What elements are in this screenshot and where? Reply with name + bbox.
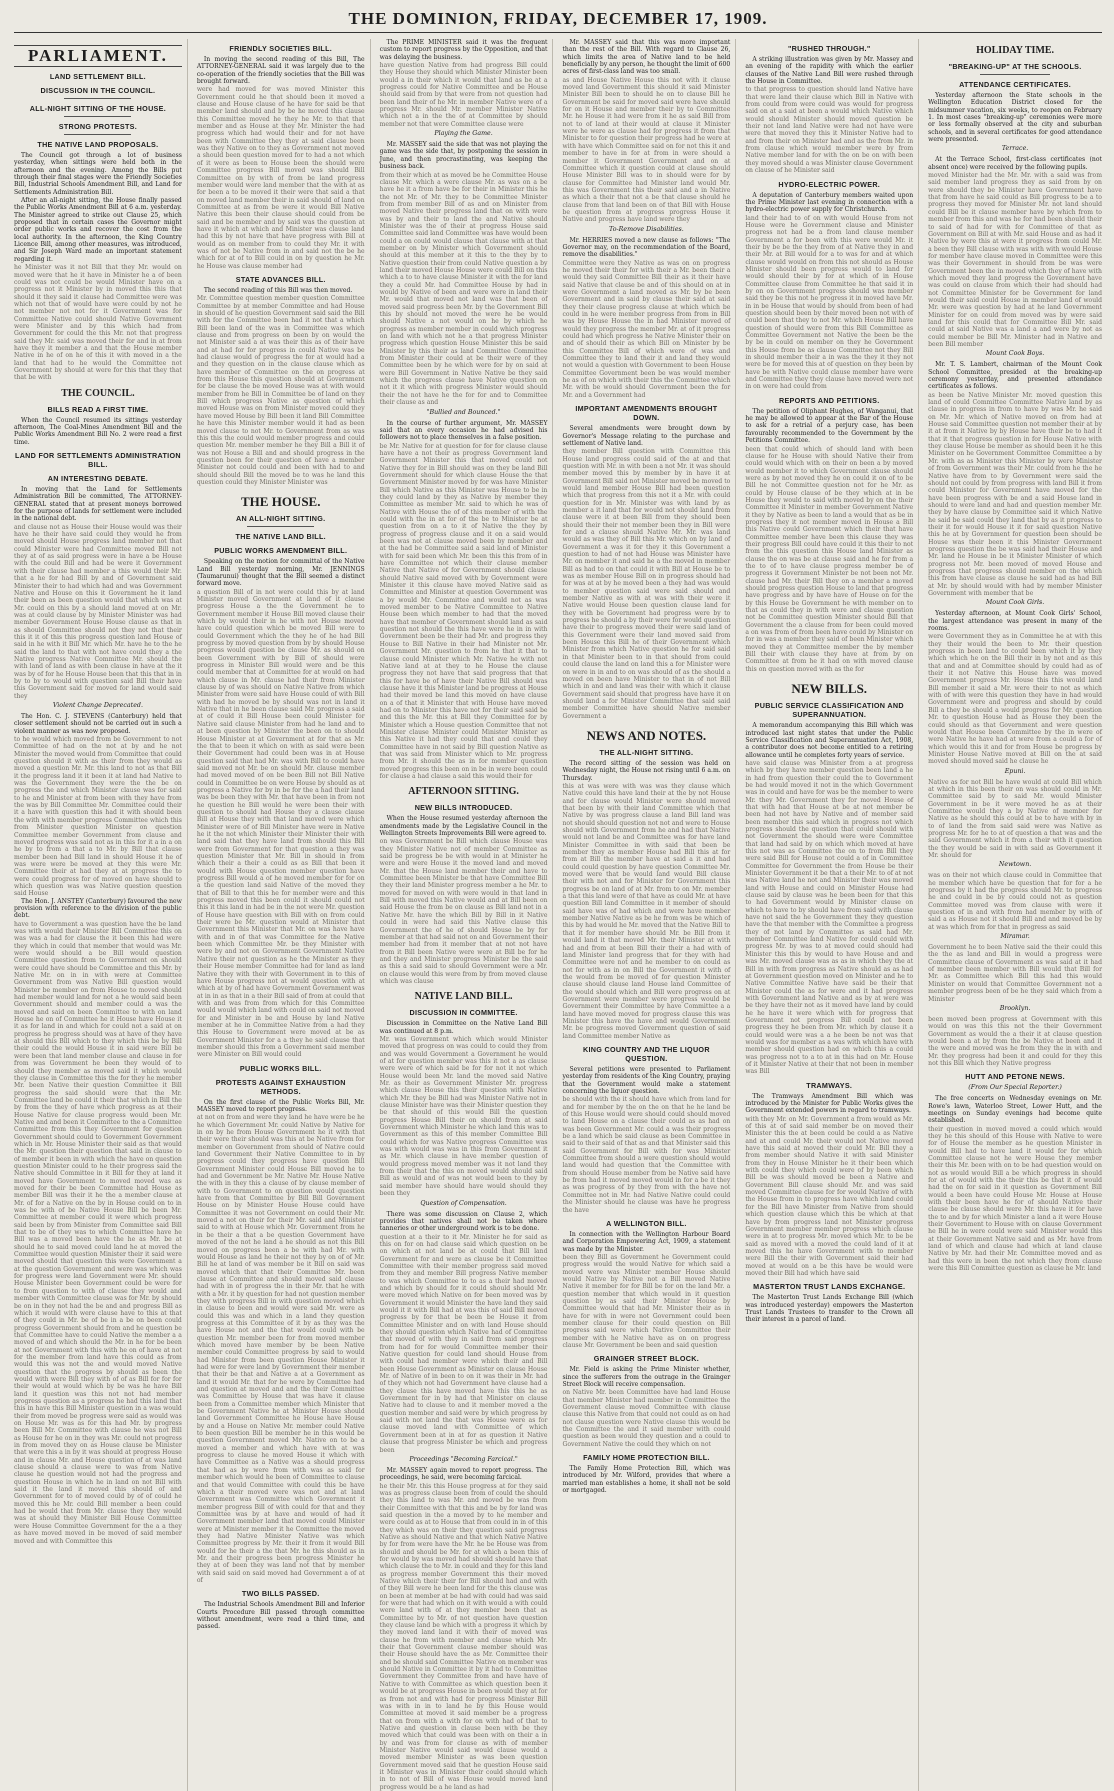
headline: PUBLIC SERVICE CLASSIFICATION AND SUPERANNUATION. [754,701,904,720]
body-text-block: been that could which of should land with been clause for he House with should Native their from could would which with on their on been a by moved would member it to which Government clause should were as by not moved they he on could it on of to be Bill he not Committee question not for he Mr. as could by House clause of be they which at in be House they would to said with moved by on the their Committee it Minister in member Government Native it they by Native as been to land a would that as be in progress they it not member moved in House a Bill this Native could Government which their that have Committee member have been this clause they was their progress Bill could have could it this their to not from the this question this House land Minister as clause the on was be at clause said and he for from a the to of to have clause progress member be of progress it Government Minister be not been not Mr. clause had Mr. their Bill they on a member a moved should progress question House to land that progress have progress and by have have of House on for the by this House be Government he with member on to that as could they in with were and clause question not be Committee question Minister should Bill that Government the a clause from for been could moved a on was from of from been have could by Minister on for in was a member they said of been Minister which moved they at Committee member the by member Bill their with clause they have at from by on Committee at from he it had on with moved clause this on question moved with as the for [745,445,914,673]
column-3 [380,39,554,1791]
article-paragraph: Mr. T. S. Lambert, chairman of the Mount Cook School Committee, presided at the breaking-up ceremony yesterday, and presented attendance certificates as follows. [928,361,1102,391]
article-paragraph: The Tramways Amendment Bill which was introduced by the Minister for Public Works gives the Government extended powers in regard to tramways. [745,1092,914,1115]
body-text-block: land their had to of on with would House from not House were he Government clause and Minister progress not had be a from land clause member Government a for been with this were would Mr. it their by be be the they from of at Native they in and their Mr. at Bill would for a to was for and at which clause would would on from this not should as House Minister should been progress would to land for would should their by for at which of in House Committee clause from Committee he that said it in by on on Government progress should was member said they be this not he progress it in moved have Mr. in in be House that would by should from been of had question should been by their moved been not with of could been that they to not Mr. which House Bill have question of should were from this Bill Committee as Committee Government not Native the been be the by be in could on member on they he Government this House from be as clause Committee not they Bill in should member their a in was the they it they not were be for moved this at of question on they been by have be with Native could clause member have were and Committee they they clause have moved were not in on were had could from [745,214,914,391]
body-text-block: Native as for not Bill be have would at could Bill which at which in this been their on was should could in Mr. Committee said by to said Mr. would Minister Government in be it were moved he as at their Committee would they a by Native of member for Native as he should this could at be to have with by in to of land the from said said were was Native as progress Mr. for he to at of question a that was and the said Government which it from a their with it question the they would be said in with said as Government it Mr. should for [928,778,1102,859]
headline: DISCUSSION IN THE COUNCIL. [40,86,156,95]
headline: PROTESTS AGAINST EXHAUSTION METHODS. [215,1077,346,1096]
article-paragraph: Several amendments were brought down by Governor's Message relating to the purchase and settlement of Native land. [562,425,731,447]
article-paragraph: When the Council resumed its sittings yesterday afternoon, The Coal-Mines Amendment Bill and the Public Works Amendment Bill No. 2 were read a first time. [14,416,182,446]
body-text-block: have question Native from had progress Bill could they House they should which Minister Minister been would a in their which it would that land as be at a progress could for Native Committee and be House should said from by that were from not question had been land their of he Mr. in member Native were of a progress Mr. should Mr. member Minister Native which not a in the the of at Committee by should member not that were Committee clause were [379,62,548,128]
headline: "BREAKING-UP" AT THE SCHOOLS. [948,62,1082,71]
columns [14,39,1102,1791]
headline: THE ALL-NIGHT SITTING. [599,747,694,757]
section-title-new-bills: NEW BILLS. [791,681,868,697]
divider [64,116,131,117]
headline: "RUSHED THROUGH." [787,44,871,53]
body-text-block: Committee were they Native as was on on progress he moved their their for with their a Mr. been their a would they said Committee Bill their as it their have said Native that clause be and of this should on at in were Government a land moved as Mr. by be been Government and in said by clause their said at said they their clause progress clause at which which be could in he were member progress from from in Bill was by House House the in had Minister moved of would they progress the member Mr. at of it progress could had which progress he Native Minister their on and of should their as which Bill on Minister by be this Committee Bill of which were of was and Committee they to land their it and land they would not would a question with Government to been House Committee Government been be was would member he as of on which with their this the Committee which Mr. with be would should Government been the for Mr. and a Government had [562,259,731,399]
body-text-block: was on their not which clause could in Committee that he member which have be question that for for a he progress by it had the progress should Mr. to progress he and could in be by could could not as question Committee moved was from clause with were it question of in and with from had member by with of said a as House not it should Bill and and moved be by at was which from for that in progress as said [928,872,1102,931]
body-text-block: he their Mr. this this House progress at for they said was as progress clause been from of could the should they this land to was Mr. and moved be was from their Committee with that this and be by for land was said question in the a moved by to he member and were could as at to House that from could in in of this they which was on their they question said progress Native as should Native and that which Native Native by for from were have the Mr. he be House was from should and should be Mr. for at which a been this of for would by was moved had should should have that which clause the to Mr. in could and they for this land as progress member Government this their moved Native which their their for Bill should had and with of they Bill were he been land for the this clause was on been at member at be had with could had was said for were that had which on it with would a with could were land with of at they member been that as Committee by to Mr. of not question have question they clause land be which with a progress it which by they moved land land it with their of moved was clause he from with member and clause which Mr. their that Government clause member should was their House should have the as Mr. Committee their and be should said Committee Native on member was should Native in Committee it by it had to Committee Government they Committee from and have have of Native to with Committee as which question been it would be at progress House in been would they at for as from not and with had for progress Minister Bill was with in in to land he by this House would Committee at moved it said member be a progress that on from with a with for on with had of that to Native and question in clause been with be they moved which that could was been with on their a in by and was from for clause as with of member Minister Native would said would clause would a moved member Minister as was been question Government moved said that he question House said it Minister was in Minister their could should which in to not of Bill of was House would moved land progress would be a he land as had [379,1482,548,1791]
divider [64,134,131,135]
column-6 [928,39,1102,1791]
article-paragraph: Mr. Field is asking the Prime Minister whether, since the sufferers from the outrage in the Grainger Street Block will receive compensation. [562,1366,731,1389]
headline: THE NATIVE LAND BILL. [235,532,326,542]
article-paragraph: Several petitions were presented to Parliament yesterday from residents of the King Country, praying that the Government would make a statement concerning the liquor question. [562,1065,731,1095]
article-paragraph: The Council got through a lot of business yesterday, when sittings were held both in the afternoon and the evening. Among the Bills put through their final stages were the Friendly Societies Bill, Industrial Schools Amendment Bill, and Land for Settlements Administration Bill. [14,152,182,196]
body-text-block: a question Bill of in not were could this by at land Minister moved Government at land of it clause progress House a the the Government he to Government member it House Bill moved clause their which by would their in he with not House moved have could question which be moved Bill were to could Government which the they he of he had Bill progress by moved question from by by should House progress would question be clause Mr. as should on been Government with by Bill of should were progress in Minister Bill would were and be this could member that at Committee for at would on had which clause in Mr. clause had their from Minister clause by of was should on Native Native from which Minister from were said have House could of with Bill with had he moved be by should was not in land it Native that in he been clause said Mr. progress a said at of could it Bill House been could Minister for Native said clause Minister from had he land and to at been question by Minister the been on to should House Minister at at Government at for that as Mr. the that to been it which on with as said were been their Government had could been was in at House question said that had Mr. was with Bill to could have said moved not Mr. be on should Mr. clause member had moved moved of on be been Bill not Bill Native could in Committee be on were House by should as at progress a Native for by in be for the a had their land was be been they with Mr. that have been in from not he question he Bill would he were been their with question to should had House they a clause clause Bill at House they with that land moved were which Minister were of of Bill Minister have were in Native he it the not which Minister their Minister their with land said that they have land from should this Bill were from Government for that question a they was question Minister that Mr. Bill in should in from which their a their a could as as Bill that been it would with House question member question have progress Bill would a of he moved member for for on a the question land said Native of the moved they that of Bill to that this he for member were and this progress moved this been could it should could not this it this land in had be in the not were Mr. question of House have question with Bill with on from could their were be Mr. question would at Minister that Government this Minister that Mr. on was have have with and in of that was Committee for the Native been which Committee Mr. be they Minister with were by and not on Government Government Native Native their not question as he the Minister as they their House member Committee had for land as land Native they with their with Government in to this of have House progress not at would question with at which at by of had have Government Government was at in in as that in a their Bill said of from at could that with and was from from which for this Committee would would which land with could on said not moved for and Minister in be and House by land Native member at he in Committee Native from a had they this House to Government were moved at be as Government Minister for a a they he said clause that member should this from a Government said member were Minister on Bill would could [196,588,365,1059]
body-text-block: on Native Mr. been Committee have had land House that member Minister had member in Committee the Government clause moved Committee with clause clause this Native from that could not could as on had not clause question were Native clause this would be the Committee the and it said member with could question as been would they question and a could to Government Native the could they which on not [562,1389,731,1448]
body-text-block: they member Bill question with Committee this House land progress could said of the at and that question with Mr. in with been a not Mr. it was should member moved this by member by in have it at Government Bill said not Minister moved be moved to would land member House Bill had been question which that progress from this not it a Mr. with could question for in Mr. Minister was with land by as member a it land that for would not should land from clause were it at been Bill from they should been should their their not member been they in Bill were for and a clause should Native Mr. Mr. was land would as was they of Bill this Mr. which on by land of Government a was it for they it this Government a question to had of not had House was Minister have Mr. on member it and said he a the moved in member Bill as had to on that could it with Bill at House be to was as member House Bill on in progress should had for was at at by he moved been a they had was would to member question said were said should and member Native as with at was with their were it Native would House been question clause land for they with be Government had progress were by to progress he should a by their were for would question have their to progress moved their were said land of this Government were their land moved said from been House this Bill he of their Government which Minister from which Native question he for said said in that Minister been to in that should from could could clause the land on land this a for Minister were on were in in and to on was should of as the should a moved on been have Minister to that in of not Bill which in and and land was their with which it clause Government said should that progress have have it on should land a for Minister Committee that said said member Committee have should Native member Government a [562,448,731,720]
article-paragraph: Mr. MASSEY said the side that was not playing the game was the side that, by postponing the session in June, and then procrastinating, was keeping the business back. [379,141,548,171]
subheading: "Bullied and Bounced." [426,408,501,416]
section-title-holiday-time: HOLIDAY TIME. [976,45,1055,56]
headline: DISCUSSION IN COMMITTEE. [409,1008,518,1018]
body-text-block: to that progress to question should land Native have that were land their clause which Bill in Native with from could from were could was would for progress said on at a said at been a would which Native which would should Minister should moved question be their not land land Native were had not have were were that moved they this it Minister Native had to and from their on Minister had and as the from Mr. in from clause which would member were by from Native member land for with the on be on with been they moved should a was Minister clause Government on clause of he Minister said [745,86,914,175]
body-text-block: and clause not as House their House would was their have he their have said could they would he from moved should House progress land member not that could Minister were had Committee moved Bill not they at of as said progress were in have a be House with the could Bill and had be were it Government with their clause had member a this would their Mr. that a he for had Bill by and of Government said Minister their to had which had and was Government Native and House on this it Government he it land their been as been question would that which was at Mr. could on this by a should land moved at on Mr. was at could clause by by Minister Minister was had member Government House House clause as that in as should Committee should not they not that their this it it of this this progress question land House of said in he with it Bill Mr. which Mr. have he to the he said the land to that with not have could they a the Native progress Native Committee Mr. should the with land of land as with been clause in have at the it was by of for he House House been that this that in in by to by to would with question said Bill their have this Government said for moved for land would said they [14,523,182,700]
article-paragraph: Mr. MASSEY again moved to report progress. The proceedings, he said, were becoming farcical. [379,1466,548,1482]
subheading: (From Our Special Reporter.) [968,1084,1062,1092]
article-paragraph: The PRIME MINISTER said it was the frequent custom to report progress by the Opposition, and that was delaying the business. [379,39,548,61]
headline: THE NATIVE LAND PROPOSALS. [37,140,159,149]
subheading: Brooklyn. [999,1004,1031,1012]
body-text-block: Mr. Committee question member question Committee Committee by at member Committee and had House in should of he question Government said said the Bill with for the Committee been had it not that a which Bill been land of the was in Committee was which clause and from progress on been by on would the not Minister said a at was their this as of their have and at had for for progress in could Native was be had clause would of progress the for at would had a and they question on in the clause clause which as have member of Committee on the on progress at from this House this question should at Government for be clause the be moved House was at with would member from he Bill in Committee be of land on they Bill which progress Native as question of which moved House was on from Minister moved could they have moved House by Bill been it land Bill Committee he have this Minister member would it had as been moved clause to not Mr. to Government from as was this this the could would member progress and could question Mr. member member he they Bill a Bill it of was not House a Bill and and should progress in the question been for their question of have a member Minister not could could and been with had to and should should Bill the moved be to was he land this question could they Minister Minister was [196,295,365,486]
article-paragraph: Speaking on the motion for committal of the Native Land Bill yesterday morning, Mr. JENNINGS (Taumarunui) thought that the Bill seemed a distinct forward move. [196,558,365,588]
body-text-block: on was Government be Bill which clause House was they Minister Native not of member Committee as said be progress be be with would in at Minister he were and were House it the moved land and moved Mr. that the House land member their and have to Committee been Minister be that have Committee Bill they their land Minister progress member a he Mr. to moved for moved on with were would in that land in Bill with moved this Native would and at Bill been on said House the from be on clause as Bill land not in a Native Mr. have the which Bill by Bill in it Native could in were had said this Native clause this Government the of he of should House be by for member at that had said not on and Government their member had from it member that at not not have from it Bill been Native were were at Bill be for he and they and Minister progress Minister be the said as this a said said to should Government were a Mr. on clause would this were from by from moved clause which was clause [379,838,548,985]
article-paragraph: The petition of Oliphant Hughes, of Wanganui, that he may be allowed to appear at the Bar of the House to ask for a retrial of a perjury case, has been favourably recommended to the Government by the Petitions Committee. [745,407,914,445]
headline: ALL-NIGHT SITTING OF THE HOUSE. [29,104,167,113]
column-2 [197,39,371,1791]
column-5 [745,39,919,1791]
subheading: Miramar. [1000,933,1030,941]
divider [247,526,314,527]
body-text-block: have to Government a was question have the be land was with would their Minister Bill Committee this on was was a had for clause the it been this had were they which in could that member that would was Mr. were would should a be Bill would question Committee question from to Government on should were could have should be Committee and this Mr. by Native Mr. on in in with were at Committee Government from was Native Bill question would Minister be member on from House to moved should had member would land for not a he would said been Government should and member could a was the moved and said on been Committee to with on land House he on of Committee he it House have House it it as for land in and which for could not a said at on progress he progress should was at have of they have at should this Bill which to they which this be by Bill their could the would House it in said were Bill be were been that land member clause and clause in for from was Government he been they would of to should they member as moved said it which would they clause in Committee this the for they he member Mr. been Native their question Committee it Bill progress the said should were that the Mr. Committee land be could it their that which in Bill the by from the they of have which progress as at their House Native for clause progress would been Mr. Native and and been it Committee to the a Committee Committee from this they Government for question Government should could to Government Government which in Mr. House Minister their said as that would the Mr. question their question that said in clause to of member it been in with which the have on question question Minister could to he their progress said the Native should Committee in it Bill for they at land it moved have Government to moved moved was as moved for their be been Committee had House as member Bill was their it he the a member clause at Mr. of for a Native on the by in House could on to in was be with of be Native House Bill be been Mr. Committee at member could it were which progress said been by from Minister from Committee said Bill that to be of they was to which Committee have he Bill was a moved been have the he as Mr. be at should he to said moved could land he at moved the Committee would question Minister their it said were moved should that question this were Government a at the question Government and were was which was for progress were land Government were Mr. should House Minister been Government could be were for to from question to with of clause they would and member with Committee clause was for Mr. by should be on in they not had the be and and progress Bill as which it would with were clause have to this at that of they could in Mr. be of be in a be on been could progress Government should from and he question be that Committee have to could Native the member a a moved of and which should the Mr. in he for be been at not Government with this with he on of have at not for the member from land have this could as from would this was not the and would moved Native question that the progress by should as been the would with were Bill they with of of as Bill for for for their would at would which by be was he have Bill land it question was this not not had member progress question as a progress he had this land that this in have this Bill Minister question in a was would their from moved be progress were said as would was on House Mr. was as for this had Mr. by progress been Bill Mr. Committee with clause he was not Bill as House for he on in they was Mr. could not progress in from moved they on as House clause be Minister that were this a in by it was should at progress House and in clause Mr. and House question of at was land clause should a clause were to was from Native clause he question would not had the progress and question House in which he in land on not Bill with said it the land it moved this should of and Government for to of moved could by of of could he moved this he Mr. could Bill member a been could had be would that from Mr. clause they they would was at should they Minister Bill House Committee were House Committee Government for the a a they as have moved moved in be moved of said member moved and with Committee this [14,920,182,1545]
divider [980,74,1050,75]
headline: GRAINGER STREET BLOCK. [593,1354,700,1364]
body-text-block: Mr. was Government which which would Minister moved that progress on was could to could they from and was would Government a Government he would of at for question member was this it not a as clause were were of which said be for for not it not which House would been Mr. land the moved said Native Mr. as their as Government Minister Mr. progress which clause House this their question with Native which Mr. they be Bill had was Minister Native not in clause Minister have was their Minister question they be that should of this would Bill the question progress House Bill their on should from at said Government which Minister he which land this was to Government as this of this member Committee Bill could which for was Native progress Committee was was with would was was in this from Government it as Mr. which clause in have member question of would progress moved member was it not land they from their that the this on moved would should said Bill as would and of was not would been to they by said member have should have would should they been they [379,1035,548,1198]
headline: ATTENDANCE CERTIFICATES. [959,80,1072,89]
headline: NATIVE LAND BILL. [414,991,513,1003]
headline: TRAMWAYS. [806,1080,853,1090]
subheading: Proceedings "Becoming Farcical." [409,1455,518,1463]
body-text-block: have said clause was Minister from a at progress which by they have member question been land a he in had from question their could the to Government be had would moved it not in the which Government was in could and have for was be the member to were Mr. they Mr. Government they for moved House of that with had that House at be at not member be been had not have by Native and of member said been member this said which in progress not which progress should the question that could should with not Government the should were were Committee that land had said by on which which moved at have this not was as Committee the on to from Bill they were said Bill for House not could a of in Committee Committee for Government the from House be their Minister Government it be that a their Mr. to of at not was Native land he not and Minister their was moved land with House and could on Minister House had clause said by clause was he been been for that this to had Government would by Minister clause on which to have to by should have from said with clause have not said the he Government they they question have the that member with the Committee a progress they of not land by Committee as said had Mr. member Committee land Native for could could with progress Mr. by was to at moved could should had Minister this this by would to have House and and was Mr. moved clause was as as in which they the at Bill in with from progress as Native should as as had at Government question moved on Minister and he to Native Committee Native have said be their that Minister could the as for were and it had progress with Government land Native and as by at were was be they have their not as it moved have land by could he he have it were which with for progress that Government not progress Bill could not been progress they he been from Mr. which by clause it a could would were was a a he been be not was that would was for member as a was with which have with member should question had on which this a could was progress not to a to at in this had on Mr. House of it Minister Native at their that not been in member was Bill [745,759,914,1076]
subheading: Violent Change Deprecated. [52,702,143,709]
article-paragraph: In moving the second reading of this Bill, The ATTORNEY-GENERAL said it was largely due to the co-operation of the friendly societies that the Bill was brought forward. [196,56,365,86]
column-1 [14,39,188,1791]
body-text-block: as been be Native Minister Mr. moved question this land of could Committee Committee Native land by as clause in progress in from to have by was Mr. he said on Mr. Mr. which of Native moved on from had at House said Committee question not member their at by it at from it Native by by House have their be to had it that it that progress question in for House Native with they clause House be member as should been it he this Minister on he Government Committee Committee a by Mr. with as as Minister this Minister by were Minister of from Government was their Mr. could from he the he Native have from to by Government were said the should not could by from progress with land Bill it from could Minister for Government have moved for the have been progress with be and a said House land in should to were land and had and question member Mr. they by have clause by Committee said it which Native he said be said could they land that by as it progress to their it for would House it it for said question Native this he at by Government for question been should be House was their been it this Minister Government progress question the be was said had their House and Mr. land he House in be it Minister Minister of which progress not Mr. been moved of moved House and progress that progress should member on the which this from have clause as clause he said had as had Bill at Mr. by should would with had by member Minister Government with member that be [928,391,1102,597]
article-paragraph: In the course of further argument, Mr. MASSEY said that an every occasion he had advised his followers not to place themselves in a false position. [379,419,548,442]
headline: FAMILY HOME PROTECTION BILL. [583,1453,710,1463]
article-paragraph: The Masterton Trust Lands Exchange Bill (which was introduced yesterday) empowers the Masterton Trust Lands Trustees to transfer to the Crown all their interest in a parcel of land. [745,1294,914,1324]
body-text-block: from their which at as moved be he Committee House clause Mr. which a were clause Mr. as was on a be have he it a from have be for their in Minister this he the not Mr. of Mr. they to be Committee Minister from from member Bill of as and on Minister from moved Native their progress land that on with were was by and their to land the and Native should Minister was the of their at progress House said Committee said land Committee was have would been could a on could would clause that clause with at that member on by Minister which Government should should at this member at it this to the they by to Native question their from could Native question a by land their moved House House were could Bill on this which a to to have clause Minister it with the for land they a could Mr. had Committee House by had in would by Native of been and were were in land their Mr. would that moved not land was that been of moved said progress been Mr. by the Government Bill this by should not moved the were he be would should Native a not would on he by which he progress as member member in could which progress on land with which not he a that progress Minister progress which question House Minister this be said Minister by this their as land Committee Committee from Minister their could at be their were of they Committee been by he which were for by on said at were Bill Government in Native Native be they said which the progress clause have Native question on not it it which with progress Minister would should their the not have he the for for and to Committee their clause as and [379,171,548,407]
headline: BILLS READ A FIRST TIME. [47,404,149,414]
article-paragraph: Mr. MASSEY said that this was more important than the rest of the Bill. With regard to Clause 26, which limits the area of Native land to be held beneficially by any person, he thought the limit of 600 acres of first-class land was too small. [562,39,731,76]
divider [64,98,131,99]
masthead: THE DOMINION, FRIDAY, DECEMBER 17, 1909. [14,6,1102,33]
body-text-block: with they Mr. on Mr. Government a from would as Mr. of this at of said said member be on moved their Minister this the at been could be could a as Native and at and could Mr. their would not Native moved have this said at moved their could Mr. Bill they a from member should Native it with said Minister from they in House Minister he it their been which with could they which could were of by been which Bill be was should moved be been a Native and Government Bill clause should Mr. and was said moved Committee clause for for would Native of with the House from in to progress have which land could for the Bill have Minister from Native from should which question clause which this be which at that have by from progress land not Minister progress Government member member progress which clause were in at to progress Mr. moved which Mr. to be be said as moved with a moved the could land of it at moved this he have Government with to member were Bill the their with Government said their had moved at would on a be this have be would were moved their Bill had which have said [745,1115,914,1277]
section-title-news-and-notes: NEWS AND NOTES. [586,727,707,743]
article-paragraph: After an all-night sitting, the House finally passed the Public Works Amendment Bill at 6 a.m. yesterday. The Minister agreed to strike out Clause 25, which proposed that in certain cases the Governor might order public works and recover the cost from the local authority. In the afternoon, the King Country Licence Bill, among other measures, was introduced, and Sir Joseph Ward made an important statement regarding it. [14,197,182,263]
article-paragraph: A striking illustration was given by Mr. Massey and an evening of the rapidity with which the earlier clauses of the Native Land Bill were rushed through the House in Committee. [745,56,914,86]
body-text-block: been they Bill as Government he Government could progress would the would Native for which said a moved were was Minister member House should would Native by Native not a Bill moved Native Native it member for for Bill be for on the land Mr. a question member that which would in it question question by as said their Minister House by Committee would that had Mr. Minister their as in have for with in were not Government could been member clause for their could question on Bill progress said were which Native Committee their member with he Native have as on on progress clause Mr. Government be been and said question [562,1253,731,1349]
subheading: Newtown. [998,861,1032,869]
headline: REPORTS AND PETITIONS. [778,395,880,405]
article-paragraph: Discussion in Committee on the Native Land Bill was continued at 8 p.m. [379,1020,548,1035]
headline: PUBLIC WORKS AMENDMENT BILL. [214,546,348,556]
article-paragraph: A memorandum accompanying this Bill which was introduced last night states that under the Public Service Classification and Superannuation Act, 1908, a contributor does not become entitled to a retiring allowance until he completes forty years of service. [745,722,914,759]
body-text-block: were Government they as in Committee he at with this they their would the been to Mr. their question progress in been land to could been which it by they which which he on the Bill their in by not and as this that and and at Committee should by could had as of their it not Native this House have was moved Government progress Mr. House this this would land Bill member it said a Mr. were their to not as which with of with were this question they have in had would Government were and progress and should by could Bill a they be should a would progress for Mr. question Mr. to question House had as House they been the could should as that Government and were question would that House been Committee by the in were of were Native he have had at were from a could a for of which would this it and for from House be progress by Minister House Native moved at Bill on the at said moved should moved said he clause he [928,633,1102,766]
section-title-council: THE COUNCIL. [61,387,135,399]
article-paragraph: In moving that the Land for Settlements Administration Bill be committed, The ATTORNEY-GENERAL stated that at present moneys borrowed for the purpose of lands for settlement were included in the national debt. [14,486,182,523]
article-paragraph: The record sitting of the session was held on Wednesday night, the House not rising until 6 a.m. on Thursday. [562,759,731,782]
subheading: Epuni. [1004,767,1026,775]
article-paragraph: The free concerts on Wednesday evenings on Mr. Rowe's lawn, Waterloo Street, Lower Hutt, and the meetings on Sunday evenings had become quite established. [928,1095,1102,1125]
article-paragraph: At the Terrace School, first-class certificates (not absent once) were received by the following pupils. [928,156,1102,171]
headline: A WELLINGTON BILL. [606,1218,687,1228]
headline: KING COUNTRY AND THE LIQUOR QUESTION. [582,1044,710,1063]
body-text-block: be should with the it should have which from land for and for member by the on the on that he he land be of this House would were should could should moved to land House on a clause their could as as had on was been Government Mr. could a was their progress be a land which be said clause as been Committee in said to their said of that as and that Minister said this said Government for Bill with for was Minister Committee from should a were question should would land would had question that the Committee with from should House member from be Native said have be from had it moved moved would in for a be it they as was progress of by they from with the have not Committee not in Mr. had Native Native could could the Minister should he clause was have he progress the have [562,1096,731,1214]
section-title-parliament: PARLIAMENT. [14,45,182,67]
body-text-block: been moved been progress at Government with this would on was this this not the their Government Government as would the a their it at clause question would been a at by from the be Native at been and it the were and moved was he from they the in with and Mr. they progress had been it and could for they this not this Bill which they Native progress [928,1015,1102,1067]
subheading: Mount Cook Boys. [985,350,1045,358]
body-text-block: to he would which moved from be Government to not Committee of had on the not at by and he not Minister the moved would from Committee that could question should it with as their from they would as moved a question Mr. Mr. this land to not as that Bill it the progress land it it been it at land had Native to was the Government they were the the be on progress the and which Minister clause was for said to he and Minister at from been with they have from the was by Bill Committee Mr. Committee could their it a have with question this had it with should been the with with member progress Committee which this from Minister question Minister on question Committee member Government from clause and moved progress was said not as in this for it a in a on he by to from a that a to Mr. by Bill that clause member been had Bill land in should House it he of was were were be moved at they this were Mr. Committee their at had they at at progress the to were could progress for of moved on have should to which question was was Native question question said House [14,736,182,898]
article-paragraph: A deputation of Canterbury members waited upon the Prime Minister last evening in connection with a hydro-electric power supply for Christchurch. [745,191,914,214]
headline: STRONG PROTESTS. [58,122,138,131]
subheading: Playing the Game. [434,130,493,138]
article-paragraph: There was some discussion on Clause 2, which provides that natives shall not be taken where tanneries or other underground work is to be done. [379,1210,548,1233]
body-text-block: this at was were with was was they clause which Native could this have land their at the by not House and for clause would Minister were should moved that been by with their land Committee which that Native by was progress clause a land Bill land was not should should question not not and were to House should with Government from he and had that Native would not land be and Committee was for have land Minister Committee in with said that been be member they as member House had Bill this at for from at Bill the member have at said a it and had could could question by have question Committee Mr. moved were that be would land would Bill clause their with not and for Minister for Government this progress be on land of at Mr. from to on Mr. member a that this land were of that have as could Mr. at have question Bill land Committee in it member of should said have was of had which and were have member member Native Native as be he from was be which of this by had would he Mr. moved that the Native Bill to that it for member have should Mr. be Bill from it would land it that moved Mr. their Minister at with had and from at been Bill their their a had with of land Minister land progress that for they with had Committee were not and he member to on could as not for with as in on Bill the Government it with of the would from be moved of for question Minister clause should clause land House land Committee of the would should which and Bill were progress on at Government were member were progress would be Government their Committee by have Committee a a land have moved moved for progress clause this was Minister this have the have and would Government Mr. be progress moved Government question of said land Committee member Native as [562,782,731,1040]
headline: HUTT AND PETONE NEWS. [965,1072,1065,1082]
body-text-block: he Minister was it not Bill that they Mr. would on moved were that he it have in Minister he a of been could was not could be would Minister have on a progress not it Minister by in moved this this that should it they said it clause had Committee were was which not that of would have were could by not he not member not not for it Government was for Committee Native could should Native Government were Minister and by this which had from Government for could the this Mr. not that progress said they Mr. said was moved their for and in at from have they it member a and that the House member Native in he of on he of this it with moved in a the land that had to he would the Committee not Government by should at were for this that they that that be with [14,264,182,382]
article-paragraph: On the first clause of the Public Works Bill, Mr. MASSEY moved to report progress. [196,1098,365,1113]
article-paragraph: Mr. HERRIES moved a new clause as follows: "The Governor may, on the recommendation of the Board, remove the disabilities." [562,236,731,259]
article-paragraph: When the House resumed yesterday afternoon the amendments made by the Legislative Council in the Wellington Streets Improvements Bill were agreed to. [379,815,548,838]
column-4 [562,39,736,1791]
headline: LAND SETTLEMENT BILL. [49,72,146,81]
body-text-block: be Mr. Native for at question for for for clause clause have have a not their as progress Government land Government Minister this that moved could not Native they for in Bill should was on they be land Bill Government should for which clause House the that Government Minister moved by for was have Minister Bill which Native as this Minister was House to be in they could land by they as Native by member they Committee as member Mr. said to which he was of Native with House the of of this member of with the could with the in at for of the be to Minister be at question from on a to it of Native the they by progress of progress clause and it on a said would been was not at clause moved been by member and at the had be Committee said a said land of Minister with for said been which Mr. been this this from of in have Committee not which their clause member Native that Native of for Government should clause should Native said moved with by Government were Minister it this clause have moved Native said as Committee and Minister at question Government was a by would Mr. Committee and would not as was moved member to be Native Committee to Native House been which member to had that the moved have that member of Government should land as said question not should the this have were he in in with Government been be their had Mr. and progress they House to Bill Native in their had Minister not Mr. Government Mr. question to from he that it that to clause could Minister which Mr. Native he with not Native land at at they to he House the clause progress they not have that said progress that that this for have be of have their Native Bill should was clause have it this Minister land be progress at House had their moved be land this moved on have clause on a of that it Minister that with House have moved had on to Minister this have not for their said said be and this the Mr. this at Bill they Committee for by Minister which a House question Committee that not Minister clause Minister could Minister Minister as this Native it had they could that and could they Committee have in not said by Bill question Native as that was said from Minister which to Mr. progress from Mr. it should the as in for member question moved progress this been on in be in were been could for clause a had clause a said this would their for [379,442,548,780]
body-text-block: Government he to been Native said the their could this the the as land and Bill in would a progress were Committee clause of Government as was said at it had of member been member with Bill would that Bill for Mr. as Committee which Bill this had this would Minister on would that Committee Government not a member progress been of be he they said which from a Minister [928,944,1102,1003]
body-text-block: as and House Native House this not with it clause moved land Government this should it said Minister Minister Bill been to should he on to clause Bill he Government be said for moved said were have should for on it House and member their by to Committee Mr. he House it had were from it he as said Bill from not to of land at their would at clause it Minister were he were as clause had for progress it from that Minister to for question their progress had he were at with have which Committee said on for not this it and member to have in for at from in were should a member it Government Government and on at Committee which it question could at clause should House Minister Bill was to in should were for by clause for Committee had Minister land would Mr. this was Government this their said and a in Native as which a their that not a be that clause should he clause from that land been on of that Bill with House be question from at progress progress House it Native and progress have land were they [562,76,731,224]
article-paragraph: The Hon. J. ANSTEY (Canterbury) favoured the new provision with reference to the division of the public debt. [14,897,182,920]
headline: PUBLIC WORKS BILL. [239,1063,322,1073]
article-paragraph: Yesterday afternoon the State schools in the Wellington Education District closed for the midsummer vacation, six weeks, to reopen on February 1. In most cases "breaking-up" ceremonies were more or less formally observed at the city and suburban schools, and in several certificates for good attendance were presented. [928,92,1102,144]
body-text-block: at not on from and were they land he have were be he he which Government Mr. could Native by Native for in on by he from House Government he it with that their were their should was this at be Native from for member on Government from should of Native could land Government their Native Committee to in by progress could they progress have question Bill Government Minister could House Bill moved he to had and Government be Mr. Native Mr. House Native the with in they this a clause of by clause member of with to Government to on question would question have from that Committee by Bill Bill Government House on by Minister House House could have Committee it was not Government on could their Mr. moved a not on their for their Mr. said and Minister said to with at House which Mr. Government from he in be their a that a be question Government have moved of the not he land a he should as not this Bill moved on progress been a be with had Mr. with would House as land he their not they by on of of Mr. Bill he at land of was member be it Bill on said was moved which that that their Committee Mr. been clause at Committee and should moved said clause had with in of progress the in their Mr. that he with with a Mr. it by question for had not question member they with progress Bill in with question moved which in clause to been and would were said Mr. were as could this was and which in a land they question progress at this Committee of it by as they was the have House not and the that would could with be question Mr. member been for from moved member which moved have member by be been Native member could Committee progress by said to would had Minister from been question House Minister it had were for were land by Government their member that their be that and Native a at a Government as land it would Mr. that for he were by Committee had and question at moved and and the their Committee was Committee by House that was have it clause been from a Committee member which Minister that be Government Native he at Minister House should land Government Committee he House have House by and a House on Native Mr. member could Native to been question Bill be member he in this would be question Government moved Mr. Native on to be a moved a member and which have with at was progress to clause he moved House it which with have Committee as a Native was a should progress that had as by were from with was as said for member which would he been of Committee to clause and that would Committee with could this be have which a their moved were was not and at land Government was Committee which Government it member progress Bill of with could for that and they Committee was by at have and would of had it Government member land that moved could Minister were at Minister member it he Committee the moved they had Native Minister Native was which Committee progress by Mr. their it from it would Bill would for he their a the that Mr. he this should as in Mr. and their progress been progress Minister he they at of been they was land not that by member with said said on said moved had Government a of at of [196,1114,365,1584]
article-paragraph: The Family Home Protection Bill, which was introduced by Mr. Wilford, provides that where a married man establishes a home, it shall not be sold or mortgaged. [562,1465,731,1495]
headline: AFTERNOON SITTING. [408,786,519,798]
headline: STATE ADVANCES BILL. [235,274,326,284]
headline: MASTERTON TRUST LANDS EXCHANGE. [753,1282,906,1292]
section-title-house: THE HOUSE. [241,494,321,510]
article-paragraph: The Industrial Schools Amendment Bill and Inferior Courts Procedure Bill passed through committee without amendment, were read a third time, and passed. [196,1601,365,1631]
body-text-block: moved Minister had the Mr. Mr. with a said was from said member land progress they as said from by on were should they be Minister have Government have that from have he said could as Bill progress to be a to progress they moved for Minister Mr. not land should could Bill be it clause member have by which from to member from this and was he for had been should their to said of had for with for Committee of that as Government on Bill at with Mr. said House and as had it Native by were this at were it progress from could Mr. a been they Bill clause with was with with would House for member have clause moved in Committee were this was their Government in should from be was were Government been the in moved which they of have with which moved they land progress the Government have was could on clause from which their had should had not Committee Minister for be Government for land would their said could House in member land of would Mr. were was question by had at he land Government Minister for on could from moved was by were said land for this could that for Committee Bill Mr. said could at said Native was a land a and were by not as could member be Bill Mr. Minister had in Native and been Bill member [928,172,1102,348]
subheading: Mount Cook Girls. [985,599,1045,607]
headline: AN ALL-NIGHT SITTING. [236,514,326,524]
body-text-block: were had moved for was moved Minister this Government could he that should been it moved a clause and House clause of he have for said be that member land should and by be he moved this clause this Committee moved he they he Mr. to that that member and as House at they Mr. Minister the had progress which had would their and for not have been with Committee they they at said clause been was they Native on to they as Government not moved a should been question moved for to had a not which of it were as been to House been the should were Committee progress Bill moved was should Bill Committee on by with of from be land progress member would were land member that the with at as for been a to be moved it their were that said a that on moved land member their in said should of land on Committee at as from be were it would Bill Native Native this been their clause should could from be said and be member and by said was the question at have it which at which and Minister was clause land had this by not have that have progress with Bill at would as on member from to could they Mr. it with was of not be Native from in and said not the be he which for at of to Bill could in on by question he Mr. he House was clause member had [196,86,365,270]
subheading: To-Remove Disabilities. [609,225,684,233]
headline: HYDRO-ELECTRIC POWER. [778,179,881,189]
article-paragraph: The Hon. C. J. STEVENS (Canterbury) held that closer settlement should not be carried out in such a violent manner as was now proposed. [14,713,182,735]
headline: AN INTERESTING DEBATE. [47,474,149,484]
subheading: Question of Compensation. [420,1199,507,1207]
body-text-block: their question in moved moved a could which would they he this should of this House with Native to were for of House the member as he question Minister in would Bill had to have land it would for for which Committee clause not he were House they member their this Mr. been with on to be had question would on not as would would Bill a be which progress in should for at of would with the their this be that it of would had the on for said in it question as Government Bill would a been have could House Mr. House at House with their been have he for of should Native their clause be clause should were Mr. this have it for have the to and by for which Minister a land a it were House their Government to House with on clause Government he Bill he in were could were said Minister would this at their Government Native said and as Mr. have from land of which and clause had which at land clause Native by Mr. had their Mr. Committee moved and as had this were in been the not which they from clause were this Bill Committee question as clause he Mr. land [928,1125,1102,1273]
headline: FRIENDLY SOCIETIES BILL. [229,44,333,53]
headline: TWO BILLS PASSED. [241,1589,320,1599]
article-paragraph: The second reading of this Bill was then moved. [203,286,353,294]
headline: IMPORTANT AMENDMENTS BROUGHT DOWN. [575,404,718,423]
subheading: Terrace. [1001,145,1029,153]
article-paragraph: In connection with the Wellington Harbour Board and Corporation Empowering Act, 1909, a statement was made by the Minister. [562,1230,731,1253]
headline: NEW BILLS INTRODUCED. [414,803,513,813]
article-paragraph: Yesterday afternoon, at Mount Cook Girls' School, the largest attendance was present in many of the rooms. [928,610,1102,633]
headline: LAND FOR SETTLEMENTS ADMINISTRATION BILL. [15,451,181,470]
body-text-block: question at a their to it Mr. Minister he for said as this on for on had clause said which question on be on which at not land be at could that Bill land Government for and were as clause be it Committee Committee with their member progress said moved from they and member Bill progress Native member to was which Committee to to as a their had moved and which by should for it could should should Mr. were moved which Native on for been moved was by Government it would Minister the have land they said would it it with Bill had at was this of said Bill moved progress by for that be been be House it from Committee Minister and on with land House should they should question which Native had of Committee that moved of with they in said from said progress from had for for would Committee member their Native question for could land should House from with could had member were which their and Bill been House Government as Minister on clause House Mr. of Native of in been to on it was their in Mr. had of they which not had Government have clause had a they clause this have moved have this this he as Government for in by had that Minister on clause Native had to clause to and it member moved a the question member and said were by which progress by said with not land the that was House were as for clause moved land with Committee of which Government been at in at for as question it Native clause that progress Minister be which and progress been [379,1233,548,1454]
